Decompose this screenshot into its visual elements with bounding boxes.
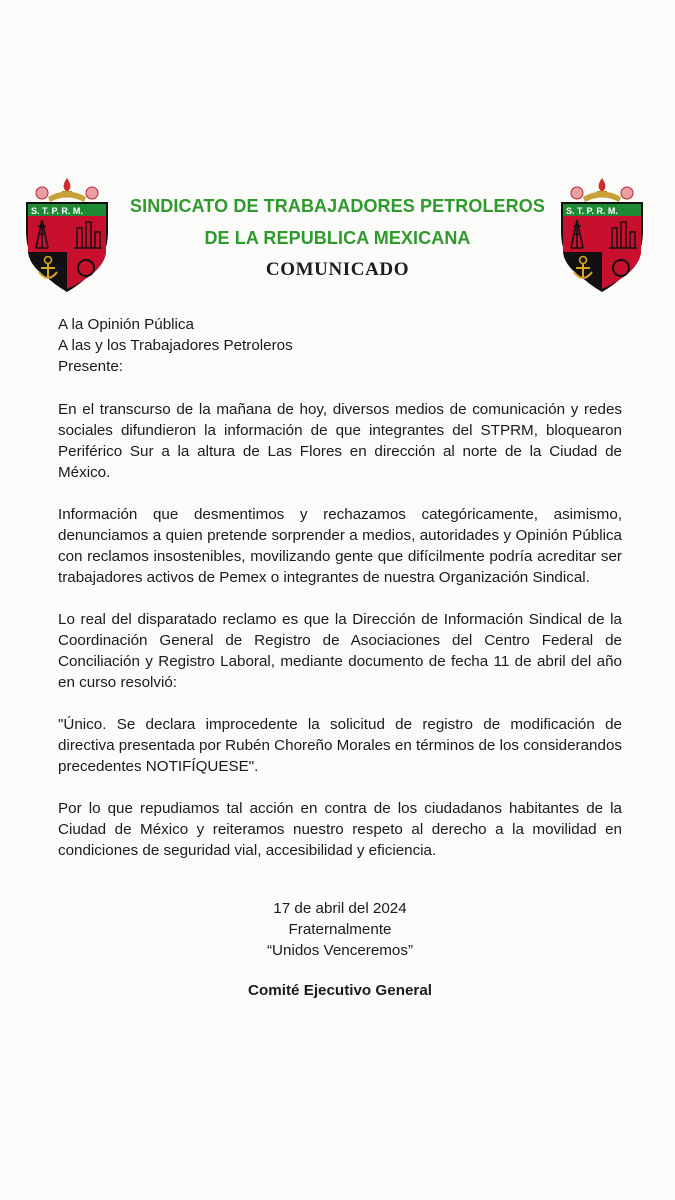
addressee-line-3: Presente: bbox=[58, 358, 124, 375]
stprm-shield-logo-left bbox=[22, 176, 112, 294]
paragraph-4-quote: "Único. Se declara improcedente la solicitud de registro de modificación de directiva presentada por Rubén Choreño Morales en términos de los considerandos precedentes NOTIFÍQUESE". bbox=[58, 716, 622, 775]
paragraph-3: Lo real del disparatado reclamo es que la Dirección de Información Sindical de la Coordinación General de Registro de Asociaciones del Centro Federal de Conciliación y Registro Laboral, mediante documento de fecha 11 de abril del año en curso resolvió: bbox=[58, 611, 622, 691]
union-name-line-2: DE LA REPUBLICA MEXICANA bbox=[204, 228, 471, 248]
union-name-heading bbox=[120, 190, 555, 254]
document-date: 17 de abril del 2024 bbox=[273, 900, 407, 917]
paragraph-2: Información que desmentimos y rechazamos categóricamente, asimismo, denunciamos a quien pretende sorprender a medios, autoridades y Opinión Pública con reclamos insostenibles, movilizando gente que difícilmente podría acreditar ser trabajadores activos de Pemex o integrantes de nuestra Organización Sindical. bbox=[58, 506, 622, 586]
shield-letters: S. T. P. R. M. bbox=[31, 206, 83, 216]
paragraph-5: Por lo que repudiamos tal acción en contra de los ciudadanos habitantes de la Ciudad de México y reiteramos nuestro respeto al derecho a la movilidad en condiciones de seguridad vial, accesibilidad y eficiencia. bbox=[58, 800, 622, 859]
stprm-shield-icon bbox=[557, 176, 647, 294]
signature: Comité Ejecutivo General bbox=[248, 982, 432, 999]
document-title: COMUNICADO bbox=[265, 259, 410, 280]
stprm-shield-logo-right bbox=[557, 176, 647, 294]
union-name-line-1: SINDICATO DE TRABAJADORES PETROLEROS bbox=[130, 196, 545, 216]
closing-block bbox=[58, 898, 622, 1001]
addressee-line-2: A las y los Trabajadores Petroleros bbox=[58, 337, 293, 354]
paragraph-1: En el transcurso de la mañana de hoy, diversos medios de comunicación y redes sociales difundieron la información de que integrantes del STPRM, bloquearon Periférico Sur a la altura de Las Flores en dirección al norte de la Ciudad de México. bbox=[58, 401, 622, 481]
addressee-line-1: A la Opinión Pública bbox=[58, 316, 194, 333]
communique-body bbox=[58, 314, 622, 861]
shield-letters: S. T. P. R. M. bbox=[566, 206, 618, 216]
addressee-block bbox=[58, 314, 622, 377]
motto: “Unidos Venceremos” bbox=[266, 942, 414, 959]
farewell: Fraternalmente bbox=[288, 921, 392, 938]
stprm-shield-icon bbox=[22, 176, 112, 294]
